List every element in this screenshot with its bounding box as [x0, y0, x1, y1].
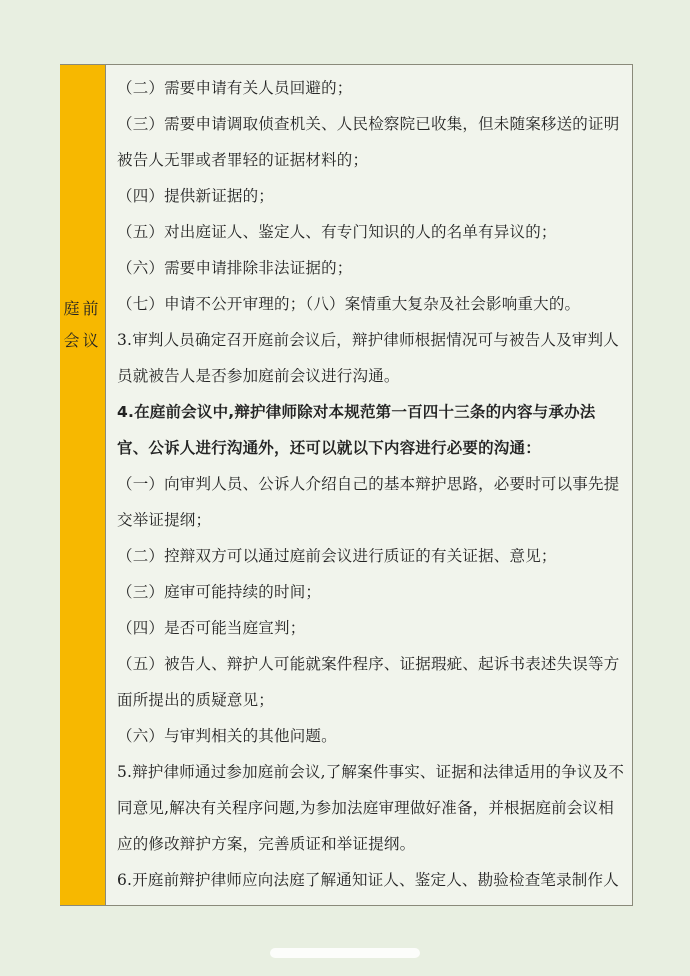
text-line: 应的修改辩护方案，完善质证和举证提纲。: [117, 835, 416, 853]
document-table: [60, 64, 633, 906]
text-line: （三）庭审可能持续的时间；: [117, 583, 322, 601]
text-line: （六）与审判相关的其他问题。: [117, 727, 337, 745]
text-line: （三）需要申请调取侦查机关、人民检察院已收集，但未随案移送的证明: [117, 115, 620, 133]
text-line: 6.开庭前辩护律师应向法庭了解通知证人、鉴定人、勘验检查笔录制作人: [117, 871, 619, 889]
section-label-line-1: 庭前: [63, 299, 102, 318]
text-line: 5.辩护律师通过参加庭前会议,了解案件事实、证据和法律适用的争议及不: [117, 763, 625, 781]
section-label: [60, 293, 105, 357]
text-line-bold: 官、公诉人进行沟通外，还可以就以下内容进行必要的沟通：: [117, 439, 541, 457]
text-line: 同意见,解决有关程序问题,为参加法庭审理做好准备，并根据庭前会议相: [117, 799, 614, 817]
text-line: （六）需要申请排除非法证据的；: [117, 259, 353, 277]
text-line: （四）提供新证据的；: [117, 187, 275, 205]
watermark-bar: [270, 948, 420, 958]
text-line: 被告人无罪或者罪轻的证据材料的；: [117, 151, 369, 169]
text-line: （四）是否可能当庭宣判；: [117, 619, 306, 637]
text-line: 面所提出的质疑意见；: [117, 691, 275, 709]
content-cell: [106, 65, 632, 905]
text-line: （二）控辩双方可以通过庭前会议进行质证的有关证据、意见；: [117, 547, 557, 565]
text-line: （七）申请不公开审理的；（八）案情重大复杂及社会影响重大的。: [117, 295, 581, 313]
section-label-line-2: 会议: [63, 331, 102, 350]
section-label-cell: [60, 65, 106, 905]
text-line-bold: 4.在庭前会议中,辩护律师除对本规范第一百四十三条的内容与承办法: [117, 403, 596, 421]
text-line: （一）向审判人员、公诉人介绍自己的基本辩护思路，必要时可以事先提: [117, 475, 620, 493]
text-line: 交举证提纲；: [117, 511, 212, 529]
text-line: （二）需要申请有关人员回避的；: [117, 79, 353, 97]
text-line: （五）对出庭证人、鉴定人、有专门知识的人的名单有异议的；: [117, 223, 557, 241]
text-line: 员就被告人是否参加庭前会议进行沟通。: [117, 367, 400, 385]
text-line: （五）被告人、辩护人可能就案件程序、证据瑕疵、起诉书表述失误等方: [117, 655, 620, 673]
text-line: 3.审判人员确定召开庭前会议后，辩护律师根据情况可与被告人及审判人: [117, 331, 619, 349]
